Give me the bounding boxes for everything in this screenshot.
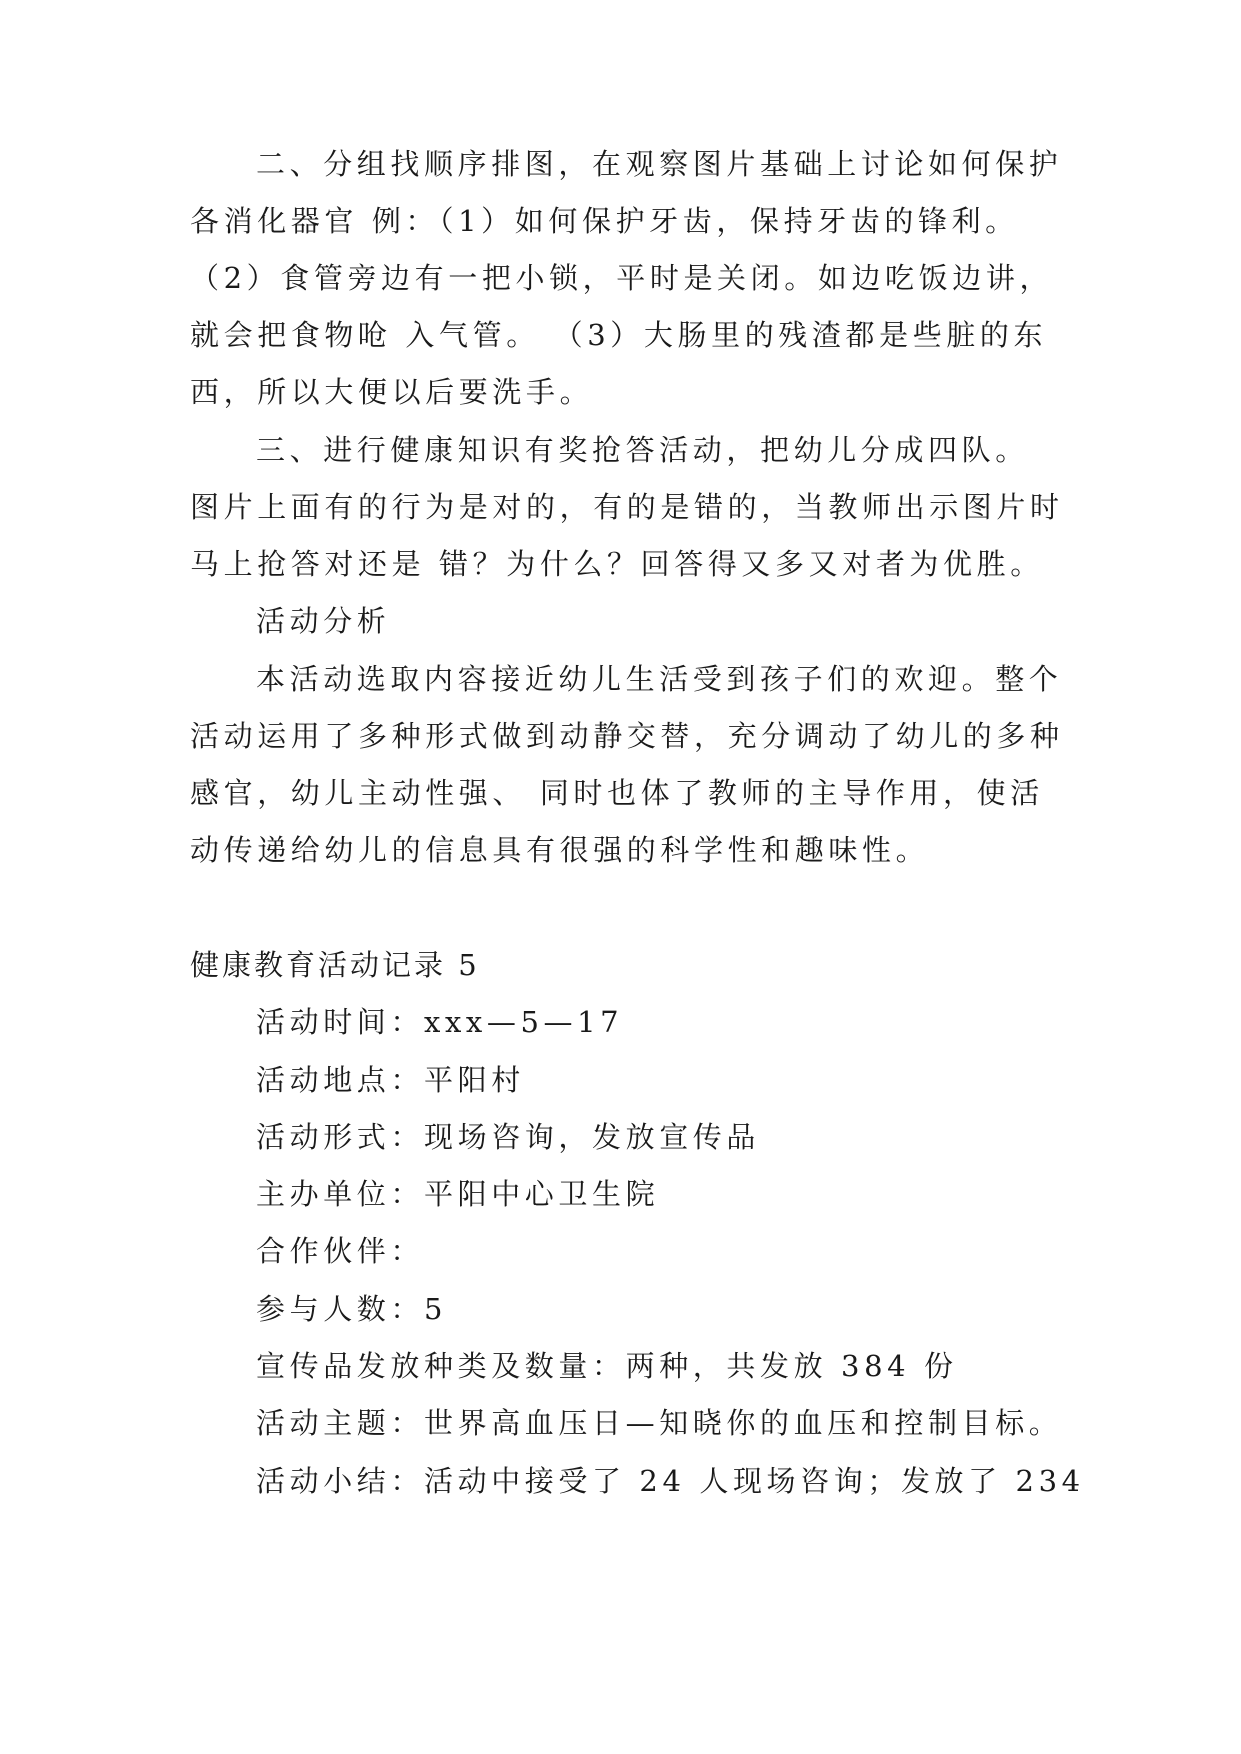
- record-place: 活动地点：平阳村: [256, 1063, 525, 1097]
- record-theme: 活动主题：世界高血压日—知晓你的血压和控制目标。: [256, 1406, 1063, 1440]
- section-two-line-4: 就会把食物呛 入气管。 （3）大肠里的残渣都是些脏的东: [190, 318, 1048, 352]
- section-two-line-1: 二、分组找顺序排图，在观察图片基础上讨论如何保护: [256, 147, 1063, 181]
- record-participants: 参与人数：5: [256, 1292, 448, 1326]
- record-title: 健康教育活动记录 5: [190, 948, 480, 982]
- analysis-line-2: 活动运用了多种形式做到动静交替，充分调动了幼儿的多种: [190, 719, 1064, 753]
- section-two-line-5: 西，所以大便以后要洗手。: [190, 375, 594, 409]
- record-materials: 宣传品发放种类及数量：两种，共发放 384 份: [256, 1349, 958, 1383]
- analysis-line-3: 感官，幼儿主动性强、 同时也体了教师的主导作用，使活: [190, 776, 1044, 810]
- record-time: 活动时间：xxx—5—17: [256, 1005, 624, 1039]
- record-form: 活动形式：现场咨询，发放宣传品: [256, 1120, 761, 1154]
- record-partner: 合作伙伴：: [256, 1234, 425, 1268]
- section-three-line-2: 图片上面有的行为是对的，有的是错的，当教师出示图片时: [190, 490, 1064, 524]
- analysis-line-1: 本活动选取内容接近幼儿生活受到孩子们的欢迎。整个: [256, 662, 1063, 696]
- section-two-line-3: （2）食管旁边有一把小锁，平时是关闭。如边吃饭边讲，: [190, 261, 1054, 295]
- section-three-line-3: 马上抢答对还是 错？为什么？回答得又多又对者为优胜。: [190, 547, 1044, 581]
- section-two-line-2: 各消化器官 例：（1）如何保护牙齿，保持牙齿的锋利。: [190, 204, 1019, 238]
- analysis-line-4: 动传递给幼儿的信息具有很强的科学性和趣味性。: [190, 833, 930, 867]
- section-three-line-1: 三、进行健康知识有奖抢答活动，把幼儿分成四队。: [256, 433, 1029, 467]
- record-summary: 活动小结：活动中接受了 24 人现场咨询；发放了 234: [256, 1464, 1085, 1498]
- record-organizer: 主办单位：平阳中心卫生院: [256, 1177, 660, 1211]
- analysis-heading: 活动分析: [256, 604, 391, 638]
